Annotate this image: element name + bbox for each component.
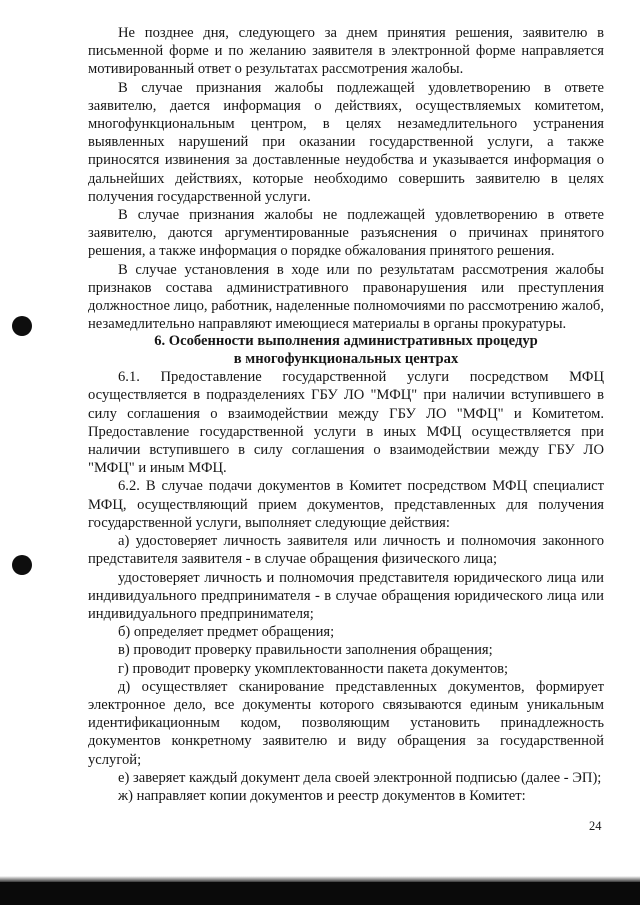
- list-item-d: д) осуществляет сканирование представленных документов, формирует электронное дело, все документы которого связываются единым уникальным идентификационным кодом, позволяющим установить принадлежность документов конкретному заявителю и виду обращения за государственной услугой;: [88, 678, 604, 768]
- page-number: 24: [589, 819, 602, 833]
- list-item-a-legal-entity: удостоверяет личность и полномочия представителя юридического лица или индивидуального предпринимателя - в случае обращения юридического лица или индивидуального предпринимателя;: [88, 569, 604, 622]
- paragraph-prosecution-referral: В случае установления в ходе или по результатам рассмотрения жалобы признаков состава административного правонарушения или преступления должностное лицо, работник, наделенные полномочиями по рассмотрению жалоб, незамедлительно направляют имеющиеся материалы в органы прокуратуры.: [88, 261, 604, 333]
- paragraph-6-1: 6.1. Предоставление государственной услуги посредством МФЦ осуществляется в подразделениях ГБУ ЛО "МФЦ" при наличии вступившего в силу соглашения о взаимодействии между ГБУ ЛО "МФЦ" и Комитетом. Предоставление государственной услуги в иных МФЦ осуществляется при наличии вступившего в силу соглашения о взаимодействии между ГБУ ЛО "МФЦ" и иным МФЦ.: [88, 369, 604, 477]
- list-item-zh: ж) направляет копии документов и реестр документов в Комитет:: [118, 787, 526, 804]
- paragraph-complaint-rejected: В случае признания жалобы не подлежащей удовлетворению в ответе заявителю, даются аргументированные разъяснения о причинах принятого решения, а также информация о порядке обжалования принятого решения.: [88, 207, 604, 260]
- binder-hole-lower: [12, 555, 32, 575]
- section-heading-line-2: в многофункциональных центрах: [233, 350, 459, 367]
- section-heading: [88, 333, 604, 368]
- binder-hole-upper: [12, 316, 32, 336]
- list-item-e: е) заверяет каждый документ дела своей электронной подписью (далее - ЭП);: [118, 769, 602, 786]
- list-item-a: а) удостоверяет личность заявителя или личность и полномочия законного представителя заявителя - в случае обращения физического лица;: [88, 533, 604, 568]
- document-page: [88, 24, 604, 805]
- paragraph-6-2: 6.2. В случае подачи документов в Комитет посредством МФЦ специалист МФЦ, осуществляющий прием документов, представленных для получения государственной услуги, выполняет следующие действия:: [88, 478, 604, 531]
- list-item-g: г) проводит проверку укомплектованности пакета документов;: [118, 660, 509, 677]
- paragraph-response-deadline: Не позднее дня, следующего за днем принятия решения, заявителю в письменной форме и по желанию заявителя в электронной форме направляется мотивированный ответ о результатах рассмотрения жалобы.: [88, 25, 604, 78]
- scan-bottom-border: [0, 882, 640, 905]
- list-item-b: б) определяет предмет обращения;: [118, 624, 335, 641]
- paragraph-complaint-upheld: В случае признания жалобы подлежащей удовлетворению в ответе заявителю, дается информация о действиях, осуществляемых комитетом, многофункциональным центром, в целях незамедлительного устранения выявленных нарушений при оказании государственной услуги, а также приносятся извинения за доставленные неудобства и указывается информация о дальнейших действиях, которые необходимо совершить заявителю в целях получения государственной услуги.: [88, 79, 604, 205]
- list-item-v: в) проводит проверку правильности заполнения обращения;: [118, 642, 493, 659]
- section-heading-line-1: 6. Особенности выполнения административных процедур: [154, 333, 538, 350]
